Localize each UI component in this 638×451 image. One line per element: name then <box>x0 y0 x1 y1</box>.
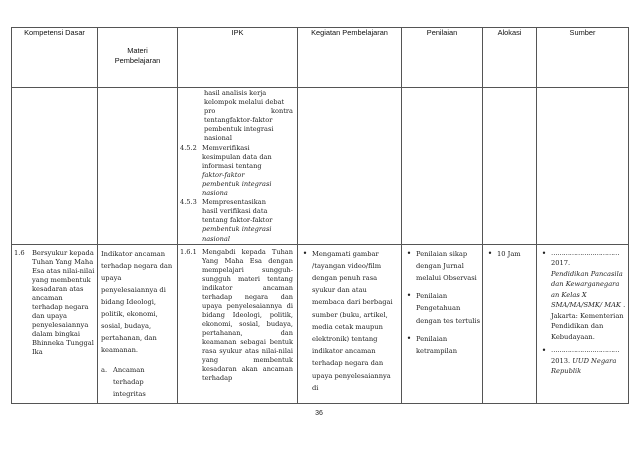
header-alokasi: Alokasi <box>483 28 537 88</box>
materi-sub-text: Ancaman terhadap integritas <box>113 365 146 398</box>
table-row-continued <box>12 88 629 245</box>
table-row-1-6 <box>12 244 629 403</box>
header-materi-line1: Materi <box>127 46 148 55</box>
cell-materi-empty <box>98 88 178 245</box>
page-number: 36 <box>315 410 323 417</box>
penilaian-item <box>402 245 482 285</box>
bullet-icon: • <box>302 248 308 258</box>
bullet-icon: • <box>406 333 412 343</box>
kd-number: 1.6 <box>14 248 25 257</box>
cell-sumber-empty <box>537 88 629 245</box>
ipk-text: Mengabdi kepada Tuhan Yang Maha Esa dengan mempelajari sungguh-sungguh materi tentang indikator ancaman terhadap negara dan upaya penyelesaiannya di bidang Ideologi, politik, ekonomi, sosial, budaya, pertahanan, dan keamanan sebagai bentuk rasa syukur atas nilai-nilai yang membentuk kesadaran akan ancaman terhadap <box>202 247 293 382</box>
ipk-item-text <box>202 198 297 243</box>
penilaian-item <box>402 290 482 327</box>
cell-penilaian <box>402 244 483 403</box>
kd-text: Bersyukur kepada Tuhan Yang Maha Esa atas nilai-nilai yang membentuk kesadaran atas ancaman terhadap negara dan upaya penyelesaiannya dalam bingkai Bhinneka Tunggal Ika <box>32 248 95 356</box>
ipk-lead-line: hasil analisis kerja <box>204 89 267 97</box>
bullet-icon: • <box>487 248 493 258</box>
cell-kegiatan-empty <box>298 88 402 245</box>
sumber-title: UUD Negara Republik <box>551 356 617 376</box>
penilaian-text: Penilaian sikap dengan Jurnal melalui Observasi <box>416 249 477 282</box>
cell-kd-empty <box>12 88 98 245</box>
ipk-line: informasi tentang <box>202 161 262 170</box>
cell-materi <box>98 244 178 403</box>
cell-kegiatan <box>298 244 402 403</box>
bullet-icon: • <box>541 248 547 258</box>
ipk-lead-line <box>178 107 297 116</box>
ipk-line-italic: faktor-faktor <box>202 170 245 179</box>
alokasi-item <box>483 245 536 260</box>
ipk-number: 1.6.1 <box>180 247 197 256</box>
ipk-line-italic: nasiona <box>202 189 228 198</box>
header-penilaian: Penilaian <box>402 28 483 88</box>
header-ipk: IPK <box>178 28 298 88</box>
sumber-item <box>537 342 628 377</box>
cell-kompetensi-dasar <box>12 244 98 403</box>
ipk-item-number: 4.5.3 <box>180 198 197 207</box>
header-sumber: Sumber <box>537 28 629 88</box>
ipk-item-number: 4.5.2 <box>180 143 197 152</box>
cell-alokasi <box>483 244 537 403</box>
ipk-line: hasil verifikasi data <box>202 207 268 216</box>
sumber-year: 2013. <box>551 356 571 365</box>
ipk-lead-word: pro <box>204 107 216 116</box>
ipk-line-italic: pembentuk integrasi <box>202 225 272 234</box>
header-row <box>12 28 629 88</box>
kegiatan-text: Mengamati gambar /tayangan video/film dengan penuh rasa syukur dan atau membaca dari berbagai sumber (buku, artikel, media cetak maupun elektronik) tentang indikator ancaman terhadap negara dan upaya penyelesaiannya di <box>312 249 393 392</box>
sumber-year: 2017. <box>551 259 571 268</box>
cell-penilaian-empty <box>402 88 483 245</box>
ipk-lead-word: kontra <box>271 107 293 116</box>
materi-subitem <box>101 364 174 400</box>
penilaian-item <box>402 333 482 357</box>
ipk-line: Memverifikasi <box>202 143 250 152</box>
materi-text: Indikator ancaman terhadap negara dan upaya penyelesaiannya di bidang Ideologi, politik, ekonomi, sosial, budaya, pertahanan, dan keamanan. <box>101 249 173 354</box>
ipk-line: tentang faktor-faktor <box>202 216 273 225</box>
cell-sumber <box>537 244 629 403</box>
kegiatan-item <box>298 245 401 394</box>
penilaian-text: Penilaian ketrampilan <box>416 334 458 356</box>
alokasi-text: 10 Jam <box>497 249 521 258</box>
cell-ipk-continued <box>178 88 298 245</box>
header-materi-line2: Pembelajaran <box>114 56 161 65</box>
header-kegiatan: Kegiatan Pembelajaran <box>298 28 402 88</box>
header-materi <box>98 28 178 88</box>
bullet-icon: • <box>541 346 547 356</box>
materi-sub-label: a. <box>101 365 108 374</box>
penilaian-text: Penilaian Pengetahuan dengan tes tertulis <box>416 292 480 325</box>
ipk-lead-line: tentangfaktor-faktor <box>204 116 273 125</box>
ipk-item <box>178 144 297 199</box>
bullet-icon: • <box>406 291 412 301</box>
ipk-lead-line: pembentuk integrasi <box>204 125 274 134</box>
ipk-line-italic: nasional <box>202 234 230 243</box>
ipk-line: kesimpulan data dan <box>202 152 272 161</box>
sumber-author-placeholder: …………………………… <box>551 346 620 355</box>
ipk-line-italic: pembentuk integrasi <box>202 179 272 188</box>
sumber-item <box>537 245 628 343</box>
header-kompetensi-dasar: Kompetensi Dasar <box>12 28 98 88</box>
ipk-line: Mempresentasikan <box>202 198 266 207</box>
cell-ipk <box>178 244 298 403</box>
bullet-icon: • <box>406 248 412 258</box>
ipk-item <box>178 198 297 243</box>
sumber-author-placeholder: …………………………… <box>551 248 620 257</box>
cell-alokasi-empty <box>483 88 537 245</box>
syllabus-table <box>11 27 629 404</box>
ipk-lead-line: nasional <box>204 134 232 143</box>
ipk-item-text <box>202 144 297 199</box>
sumber-publisher: . Jakarta: Kementerian Pendidikan dan Kebudayaan. <box>551 301 626 341</box>
sumber-title: Pendidikan Pancasila dan Kewarganegara an Kelas X SMA/MA/SMK/ MAK <box>551 269 623 310</box>
ipk-lead-line: kelompok melalui debat <box>204 98 285 107</box>
